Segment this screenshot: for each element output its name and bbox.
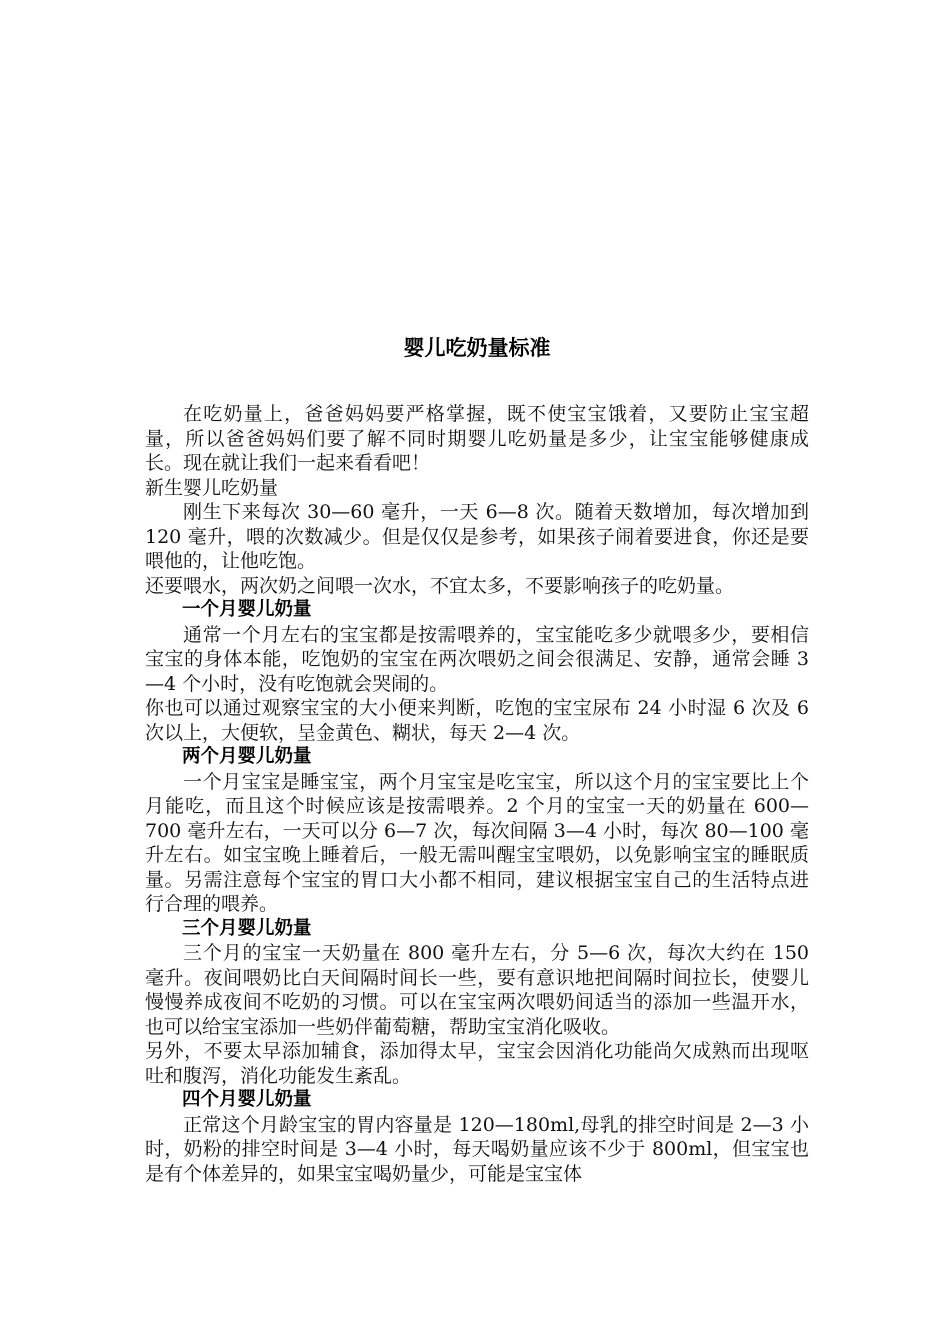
body-paragraph: 正常这个月龄宝宝的胃内容量是 120—180ml,母乳的排空时间是 2—3 小时，奶粉的排空时间是 3—4 小时，每天喝奶量应该不少于 800ml，但宝宝也是有个体差异的，如果宝宝喝奶量少，可能是宝宝体 <box>145 1113 809 1185</box>
section-heading-one-month: 一个月婴儿奶量 <box>182 599 312 620</box>
intro-paragraph: 在吃奶量上，爸爸妈妈要严格掌握，既不使宝宝饿着，又要防止宝宝超量，所以爸爸妈妈们要了解不同时期婴儿吃奶量是多少，让宝宝能够健康成长。现在就让我们一起来看看吧！ <box>145 403 809 474</box>
body-paragraph: 刚生下来每次 30—60 毫升，一天 6—8 次。随着天数增加，每次增加到 120 毫升，喂的次数减少。但是仅仅是参考，如果孩子闹着要进食，你还是要喂他的，让他吃饱。 <box>145 501 809 572</box>
section-heading-two-months: 两个月婴儿奶量 <box>182 746 312 767</box>
body-paragraph: 通常一个月左右的宝宝都是按需喂养的，宝宝能吃多少就喂多少，要相信宝宝的身体本能，吃饱奶的宝宝在两次喂奶之间会很满足、安静，通常会睡 3—4 个小时，没有吃饱就会哭闹的。 <box>145 623 809 695</box>
body-paragraph: 一个月宝宝是睡宝宝，两个月宝宝是吃宝宝，所以这个月的宝宝要比上个月能吃，而且这个时候应该是按需喂养。2 个月的宝宝一天的奶量在 600—700 毫升左右，一天可以分 6—7 次，每次间隔 3—4 小时，每次 80—100 毫升左右。如宝宝晚上睡着后，一般无需叫醒宝宝喂奶，以免影响宝宝的睡眠质量。另需注意每个宝宝的胃口大小都不相同，建议根据宝宝自己的生活特点进行合理的喂养。 <box>145 770 809 915</box>
document-body <box>145 333 809 1186</box>
section-heading-newborn: 新生婴儿吃奶量 <box>145 476 279 499</box>
note-paragraph: 还要喂水，两次奶之间喂一次水，不宜太多，不要影响孩子的吃奶量。 <box>145 574 735 597</box>
page-title: 婴儿吃奶量标准 <box>403 336 551 360</box>
body-paragraph: 三个月的宝宝一天奶量在 800 毫升左右，分 5—6 次，每次大约在 150 毫升。夜间喂奶比白天间隔时间长一些，要有意识地把间隔时间拉长，使婴儿慢慢养成夜间不吃奶的习惯。可以在宝宝两次喂奶间适当的添加一些温开水，也可以给宝宝添加一些奶伴葡萄糖，帮助宝宝消化吸收。 <box>145 942 809 1038</box>
section-heading-four-months: 四个月婴儿奶量 <box>182 1089 312 1110</box>
note-paragraph: 另外，不要太早添加辅食，添加得太早，宝宝会因消化功能尚欠成熟而出现呕吐和腹泻，消化功能发生紊乱。 <box>145 1040 809 1087</box>
note-paragraph: 你也可以通过观察宝宝的大小便来判断，吃饱的宝宝尿布 24 小时湿 6 次及 6 次以上，大便软，呈金黄色、糊状，每天 2—4 次。 <box>145 697 809 744</box>
section-heading-three-months: 三个月婴儿奶量 <box>182 917 312 939</box>
